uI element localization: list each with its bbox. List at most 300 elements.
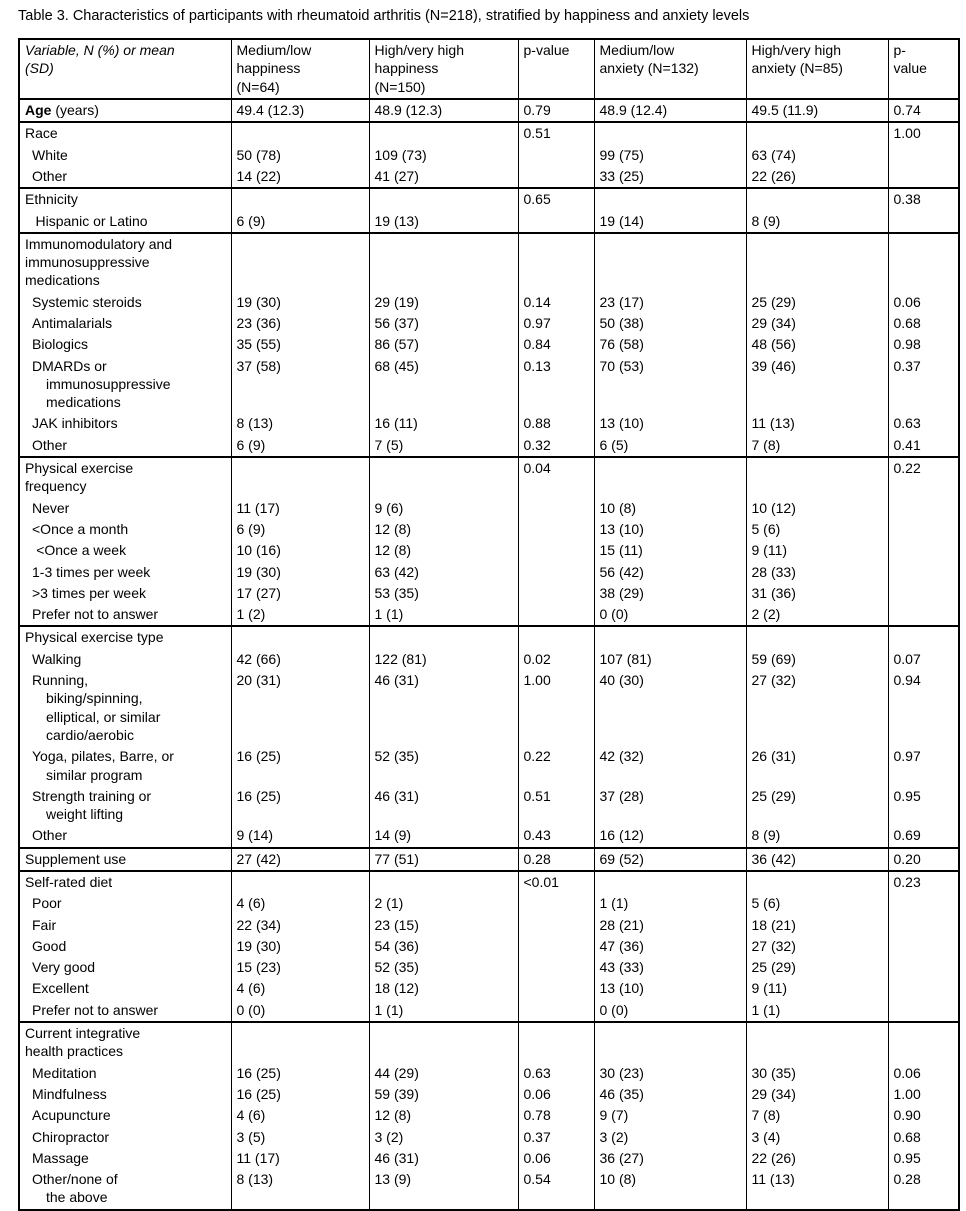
cell-p-value: [888, 145, 959, 166]
cell-p-value: [888, 957, 959, 978]
cell-p-value: 0.14: [518, 292, 594, 313]
cell-value: 16 (25): [231, 1084, 369, 1105]
table-section: [19, 188, 959, 233]
cell-p-value: 0.78: [518, 1105, 594, 1126]
cell-value: [369, 457, 518, 498]
cell-value: 19 (14): [594, 211, 746, 233]
cell-value: 27 (32): [746, 670, 888, 746]
cell-value: 107 (81): [594, 649, 746, 670]
cell-p-value: 0.69: [888, 825, 959, 847]
row-label: Other/none of the above: [19, 1169, 231, 1210]
table-section: [19, 871, 959, 1022]
row-label: Self-rated diet: [25, 874, 113, 890]
cell-p-value: [518, 166, 594, 188]
cell-p-value: 0.68: [888, 313, 959, 334]
table-row: [19, 413, 959, 434]
table-section: [19, 1022, 959, 1210]
row-label: <Once a month: [32, 520, 129, 537]
cell-value: 19 (30): [231, 562, 369, 583]
cell-p-value: 1.00: [888, 1084, 959, 1105]
cell-value: 2 (1): [369, 893, 518, 914]
cell-value: 9 (11): [746, 540, 888, 561]
table-row: [19, 848, 959, 871]
cell-value: 7 (8): [746, 1105, 888, 1126]
cell-value: 30 (23): [594, 1063, 746, 1084]
table-row: [19, 957, 959, 978]
cell-value: 40 (30): [594, 670, 746, 746]
cell-value: 25 (29): [746, 292, 888, 313]
row-label: <Once a week: [36, 542, 127, 559]
cell-value: 43 (33): [594, 957, 746, 978]
cell-p-value: [888, 540, 959, 561]
row-label-continued: weight lifting: [46, 806, 124, 823]
row-label-continued: frequency: [25, 478, 87, 495]
row-label: Other: [32, 436, 68, 453]
cell-value: 86 (57): [369, 334, 518, 355]
cell-p-value: 0.51: [518, 122, 594, 144]
table-row: [19, 1105, 959, 1126]
cell-value: [231, 871, 369, 893]
cell-value: 8 (13): [231, 413, 369, 434]
row-label: Other: [32, 827, 68, 844]
cell-value: 48 (56): [746, 334, 888, 355]
cell-p-value: [888, 604, 959, 626]
cell-value: 3 (2): [594, 1127, 746, 1148]
cell-value: [369, 233, 518, 292]
cell-p-value: 0.94: [888, 670, 959, 746]
cell-value: 46 (35): [594, 1084, 746, 1105]
cell-p-value: [888, 1000, 959, 1022]
table-row: [19, 1084, 959, 1105]
cell-value: 11 (13): [746, 1169, 888, 1210]
table-caption: Table 3. Characteristics of participants with rheumatoid arthritis (N=218), stratified by happiness and anxiety levels: [18, 8, 750, 24]
cell-value: 25 (29): [746, 957, 888, 978]
cell-value: 29 (34): [746, 313, 888, 334]
cell-p-value: [888, 211, 959, 233]
cell-value: 56 (37): [369, 313, 518, 334]
cell-value: 29 (19): [369, 292, 518, 313]
cell-value: 13 (9): [369, 1169, 518, 1210]
cell-value: 46 (31): [369, 786, 518, 826]
cell-value: [746, 1022, 888, 1063]
table-section: [19, 848, 959, 871]
cell-value: 28 (33): [746, 562, 888, 583]
row-label: Running, biking/spinning, elliptical, or similar cardio/aerobic: [19, 670, 231, 746]
table-row: [19, 540, 959, 561]
cell-p-value: [888, 978, 959, 999]
cell-value: 36 (27): [594, 1148, 746, 1169]
cell-p-value: 0.02: [518, 649, 594, 670]
table-row: [19, 99, 959, 122]
table-row: [19, 519, 959, 540]
cell-value: 8 (9): [746, 211, 888, 233]
cell-value: 18 (21): [746, 915, 888, 936]
cell-value: 46 (31): [369, 1148, 518, 1169]
cell-value: 26 (31): [746, 746, 888, 786]
cell-value: 122 (81): [369, 649, 518, 670]
table-row: [19, 211, 959, 233]
cell-value: 12 (8): [369, 519, 518, 540]
table-row: [19, 498, 959, 519]
cell-value: 63 (74): [746, 145, 888, 166]
cell-value: 10 (8): [594, 1169, 746, 1210]
characteristics-table: [18, 38, 960, 1211]
row-label: Immunomodulatory and immunosuppressive medications: [19, 233, 231, 292]
cell-p-value: [518, 936, 594, 957]
cell-value: 59 (39): [369, 1084, 518, 1105]
cell-value: 11 (17): [231, 1148, 369, 1169]
cell-value: 7 (5): [369, 435, 518, 457]
table-row: [19, 562, 959, 583]
cell-value: 16 (25): [231, 786, 369, 826]
cell-value: [231, 188, 369, 210]
cell-p-value: 0.51: [518, 786, 594, 826]
column-header: p-value: [518, 39, 594, 99]
cell-value: 15 (23): [231, 957, 369, 978]
cell-value: 12 (8): [369, 540, 518, 561]
cell-value: 9 (14): [231, 825, 369, 847]
cell-p-value: 0.04: [518, 457, 594, 498]
cell-value: 33 (25): [594, 166, 746, 188]
row-label: Systemic steroids: [32, 293, 142, 310]
row-label: Hispanic or Latino: [35, 212, 148, 229]
cell-value: 69 (52): [594, 848, 746, 871]
cell-p-value: 0.97: [518, 313, 594, 334]
row-label: Excellent: [32, 980, 89, 997]
cell-p-value: [518, 1000, 594, 1022]
cell-value: 19 (30): [231, 292, 369, 313]
cell-value: 70 (53): [594, 356, 746, 414]
cell-value: [369, 871, 518, 893]
cell-p-value: [518, 893, 594, 914]
row-label-continued: biking/spinning,: [46, 690, 143, 707]
cell-value: 16 (11): [369, 413, 518, 434]
cell-value: 68 (45): [369, 356, 518, 414]
table-row: [19, 334, 959, 355]
cell-p-value: [518, 211, 594, 233]
row-label: DMARDs or immunosuppressive medications: [19, 356, 231, 414]
cell-value: 41 (27): [369, 166, 518, 188]
column-header: Variable, N (%) or mean (SD): [25, 42, 175, 77]
cell-value: 1 (1): [369, 1000, 518, 1022]
row-label: Prefer not to answer: [32, 1001, 159, 1018]
row-label: Poor: [32, 895, 62, 912]
cell-value: 6 (9): [231, 211, 369, 233]
cell-value: 16 (12): [594, 825, 746, 847]
cell-p-value: [518, 626, 594, 648]
row-label-continued: immunosuppressive: [25, 254, 150, 271]
cell-value: 25 (29): [746, 786, 888, 826]
cell-value: 37 (28): [594, 786, 746, 826]
cell-p-value: [888, 893, 959, 914]
cell-value: 54 (36): [369, 936, 518, 957]
cell-p-value: 0.38: [888, 188, 959, 210]
cell-value: 42 (32): [594, 746, 746, 786]
table-row: [19, 122, 959, 144]
row-label-continued: cardio/aerobic: [46, 726, 134, 743]
row-label-continued: immunosuppressive: [46, 375, 171, 392]
row-label: Supplement use: [25, 850, 127, 867]
cell-p-value: 0.54: [518, 1169, 594, 1210]
row-label-continued: the above: [46, 1189, 108, 1206]
cell-p-value: 0.97: [888, 746, 959, 786]
table-row: [19, 233, 959, 292]
cell-value: 13 (10): [594, 978, 746, 999]
cell-p-value: 0.88: [518, 413, 594, 434]
column-header: Medium/low happiness (N=64): [231, 39, 369, 99]
cell-value: [594, 1022, 746, 1063]
row-label: Never: [32, 499, 70, 516]
row-label: Other: [32, 167, 68, 184]
cell-value: 1 (1): [594, 893, 746, 914]
cell-value: 4 (6): [231, 1105, 369, 1126]
row-label: Chiropractor: [32, 1128, 110, 1145]
cell-value: 4 (6): [231, 893, 369, 914]
row-label: Prefer not to answer: [32, 606, 159, 623]
cell-p-value: 0.63: [888, 413, 959, 434]
cell-p-value: [518, 583, 594, 604]
cell-p-value: 0.28: [518, 848, 594, 871]
cell-p-value: [888, 562, 959, 583]
cell-value: 20 (31): [231, 670, 369, 746]
cell-value: [231, 457, 369, 498]
table-row: [19, 893, 959, 914]
table-row: [19, 871, 959, 893]
cell-value: 36 (42): [746, 848, 888, 871]
row-label: Physical exercise type: [25, 629, 164, 646]
cell-value: 49.5 (11.9): [746, 99, 888, 122]
cell-value: 22 (34): [231, 915, 369, 936]
cell-p-value: [888, 233, 959, 292]
cell-value: 1 (1): [746, 1000, 888, 1022]
cell-p-value: 0.07: [888, 649, 959, 670]
table-row: [19, 435, 959, 457]
cell-value: 3 (5): [231, 1127, 369, 1148]
table-row: [19, 356, 959, 414]
cell-value: 16 (25): [231, 746, 369, 786]
cell-p-value: [518, 1022, 594, 1063]
cell-value: 63 (42): [369, 562, 518, 583]
row-label: Race: [25, 125, 58, 142]
cell-p-value: [518, 233, 594, 292]
row-label: Good: [32, 937, 67, 954]
row-label: Massage: [32, 1149, 89, 1166]
cell-value: [594, 457, 746, 498]
cell-value: 7 (8): [746, 435, 888, 457]
row-label: Biologics: [32, 336, 89, 353]
cell-value: 29 (34): [746, 1084, 888, 1105]
cell-value: [231, 1022, 369, 1063]
table-row: [19, 746, 959, 786]
cell-p-value: 0.20: [888, 848, 959, 871]
table-row: [19, 1000, 959, 1022]
cell-value: [746, 188, 888, 210]
cell-p-value: 0.06: [888, 1063, 959, 1084]
cell-value: 5 (6): [746, 893, 888, 914]
cell-value: 44 (29): [369, 1063, 518, 1084]
cell-value: 18 (12): [369, 978, 518, 999]
cell-p-value: 0.74: [888, 99, 959, 122]
cell-value: 9 (6): [369, 498, 518, 519]
cell-p-value: [518, 915, 594, 936]
cell-value: 15 (11): [594, 540, 746, 561]
cell-value: 8 (9): [746, 825, 888, 847]
table-row: [19, 1127, 959, 1148]
cell-p-value: 0.06: [518, 1084, 594, 1105]
cell-value: 38 (29): [594, 583, 746, 604]
table-row: [19, 604, 959, 626]
table-section: [19, 99, 959, 122]
cell-p-value: 0.28: [888, 1169, 959, 1210]
cell-value: 10 (8): [594, 498, 746, 519]
cell-value: [231, 626, 369, 648]
cell-value: 47 (36): [594, 936, 746, 957]
row-label: Meditation: [32, 1064, 97, 1081]
cell-value: 6 (9): [231, 519, 369, 540]
cell-value: 56 (42): [594, 562, 746, 583]
table-row: [19, 936, 959, 957]
row-label: Walking: [32, 650, 82, 667]
cell-value: 31 (36): [746, 583, 888, 604]
row-label: Fair: [32, 916, 57, 933]
cell-value: 50 (38): [594, 313, 746, 334]
table-row: [19, 145, 959, 166]
column-header: p- value: [888, 39, 959, 99]
cell-value: 3 (4): [746, 1127, 888, 1148]
row-label: White: [32, 146, 68, 163]
column-header: Medium/low anxiety (N=132): [594, 39, 746, 99]
header-row: [19, 39, 959, 99]
cell-value: [594, 626, 746, 648]
cell-value: 6 (9): [231, 435, 369, 457]
cell-value: 10 (16): [231, 540, 369, 561]
table-row: [19, 1148, 959, 1169]
cell-value: [594, 871, 746, 893]
cell-p-value: 0.06: [888, 292, 959, 313]
cell-p-value: 0.68: [888, 1127, 959, 1148]
cell-value: 0 (0): [594, 1000, 746, 1022]
cell-value: 23 (36): [231, 313, 369, 334]
cell-p-value: 0.95: [888, 786, 959, 826]
cell-value: 50 (78): [231, 145, 369, 166]
table-row: [19, 786, 959, 826]
cell-p-value: 0.90: [888, 1105, 959, 1126]
row-label: JAK inhibitors: [32, 415, 118, 432]
cell-value: 48.9 (12.4): [594, 99, 746, 122]
column-header: High/very high anxiety (N=85): [746, 39, 888, 99]
cell-p-value: [518, 540, 594, 561]
table-section: [19, 122, 959, 188]
cell-value: 11 (17): [231, 498, 369, 519]
cell-value: 10 (12): [746, 498, 888, 519]
cell-value: 13 (10): [594, 519, 746, 540]
table-section: [19, 457, 959, 626]
cell-value: 30 (35): [746, 1063, 888, 1084]
cell-p-value: 1.00: [888, 122, 959, 144]
cell-p-value: [888, 166, 959, 188]
cell-value: 27 (42): [231, 848, 369, 871]
cell-value: [594, 233, 746, 292]
cell-value: 2 (2): [746, 604, 888, 626]
cell-value: 28 (21): [594, 915, 746, 936]
cell-value: 46 (31): [369, 670, 518, 746]
cell-value: 0 (0): [594, 604, 746, 626]
cell-p-value: 1.00: [518, 670, 594, 746]
row-label: Current integrative health practices: [19, 1022, 231, 1063]
cell-p-value: [888, 498, 959, 519]
table-row: [19, 626, 959, 648]
cell-value: 22 (26): [746, 1148, 888, 1169]
cell-p-value: [888, 1022, 959, 1063]
cell-value: 11 (13): [746, 413, 888, 434]
cell-value: 1 (2): [231, 604, 369, 626]
row-label: Yoga, pilates, Barre, or similar program: [19, 746, 231, 786]
table-row: [19, 649, 959, 670]
column-header: High/very high happiness (N=150): [369, 39, 518, 99]
table-row: [19, 188, 959, 210]
cell-value: [369, 122, 518, 144]
row-label: Ethnicity: [25, 191, 78, 208]
table-row: [19, 457, 959, 498]
table-row: [19, 583, 959, 604]
cell-p-value: 0.84: [518, 334, 594, 355]
cell-p-value: [888, 936, 959, 957]
cell-p-value: [518, 145, 594, 166]
cell-p-value: [518, 519, 594, 540]
row-label-continued: medications: [46, 394, 121, 411]
table-row: [19, 166, 959, 188]
cell-value: [231, 233, 369, 292]
row-label: Age (years): [25, 102, 99, 119]
row-label: Mindfulness: [32, 1085, 107, 1102]
cell-value: 109 (73): [369, 145, 518, 166]
cell-value: 9 (7): [594, 1105, 746, 1126]
cell-value: [746, 457, 888, 498]
cell-value: 12 (8): [369, 1105, 518, 1126]
row-label: Acupuncture: [32, 1107, 111, 1124]
cell-p-value: 0.06: [518, 1148, 594, 1169]
table-row: [19, 1022, 959, 1063]
cell-value: 19 (30): [231, 936, 369, 957]
cell-value: [746, 626, 888, 648]
table-row: [19, 670, 959, 746]
cell-p-value: 0.95: [888, 1148, 959, 1169]
cell-value: 52 (35): [369, 957, 518, 978]
row-label: 1-3 times per week: [32, 563, 151, 580]
cell-value: [369, 1022, 518, 1063]
row-label-continued: health practices: [25, 1043, 124, 1060]
cell-p-value: 0.32: [518, 435, 594, 457]
cell-value: [231, 122, 369, 144]
table-row: [19, 915, 959, 936]
row-label-continued: elliptical, or similar: [46, 708, 161, 725]
cell-value: 37 (58): [231, 356, 369, 414]
cell-p-value: [888, 626, 959, 648]
cell-value: 14 (9): [369, 825, 518, 847]
cell-value: [369, 188, 518, 210]
cell-p-value: 0.13: [518, 356, 594, 414]
cell-value: 22 (26): [746, 166, 888, 188]
cell-p-value: 0.41: [888, 435, 959, 457]
table-row: [19, 1169, 959, 1210]
cell-p-value: [518, 498, 594, 519]
cell-p-value: 0.65: [518, 188, 594, 210]
cell-value: 1 (1): [369, 604, 518, 626]
cell-value: [594, 122, 746, 144]
row-label: Physical exercise frequency: [19, 457, 231, 498]
row-label-continued: similar program: [46, 766, 143, 783]
table-row: [19, 978, 959, 999]
